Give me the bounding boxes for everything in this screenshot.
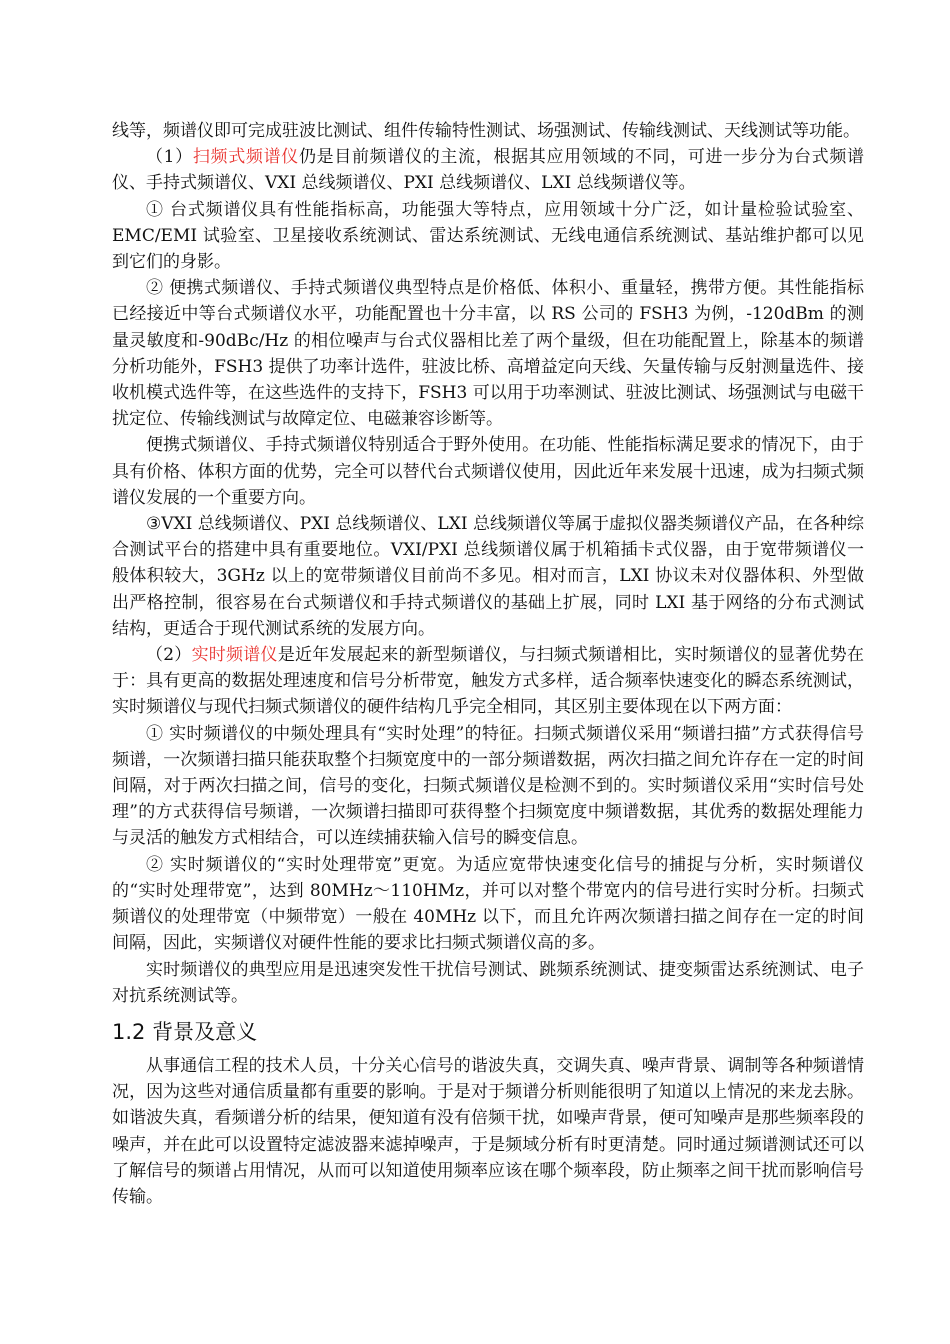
section-heading: 1.2 背景及意义: [112, 1019, 258, 1044]
paragraph-realtime-spectrum-analyzer: [112, 642, 864, 721]
paragraph-benchtop: ① 台式频谱仪具有性能指标高，功能强大等特点，应用领域十分广泛，如计量检验试验室、EMC/EMI 试验室、卫星接收系统测试、雷达系统测试、无线电通信系统测试、基站维护都可以见到它们的身影。: [112, 199, 864, 273]
paragraph-text: 是近年发展起来的新型频谱仪，与扫频式频谱相比，实时频谱仪的显著优势在于：具有更高的数据处理速度和信号分析带宽，触发方式多样，适合频率快速变化的瞬态系统测试，实时频谱仪与现代扫频式频谱仪的硬件结构几乎完全相同，其区别主要体现在以下两方面：: [112, 645, 864, 718]
paragraph-virtual-instruments: ③VXI 总线频谱仪、PXI 总线频谱仪、LXI 总线频谱仪等属于虚拟仪器类频谱仪产品，在各种综合测试平台的搭建中具有重要地位。VXI/PXI 总线频谱仪属于机箱插卡式仪器，由于宽带频谱仪一般体积较大，3GHz 以上的宽带频谱仪目前尚不多见。相对而言，LXI 协议未对仪器体积、外型做出严格控制，很容易在台式频谱仪和手持式频谱仪的基础上扩展，同时 LXI 基于网络的分布式测试结构，更适合于现代测试系统的发展方向。: [112, 514, 864, 639]
list-marker-1: （1）: [146, 147, 193, 168]
term-realtime-spectrum-analyzer: 实时频谱仪: [191, 645, 278, 666]
paragraph-handheld: ② 便携式频谱仪、手持式频谱仪典型特点是价格低、体积小、重量轻，携带方便。其性能指标已经接近中等台式频谱仪水平，功能配置也十分丰富，以 RS 公司的 FSH3 为例，-120dBm 的测量灵敏度和-90dBc/Hz 的相位噪声与台式仪器相比差了两个量级，但在功能配置上，除基本的频谱分析功能外，FSH3 提供了功率计选件，驻波比桥、高增益定向天线、矢量传输与反射测量选件、接收机模式选件等，在这些选件的支持下，FSH3 可以用于功率测试、驻波比测试、场强测试与电磁干扰定位、传输线测试与故障定位、电磁兼容诊断等。: [112, 278, 864, 430]
paragraph-swept-spectrum-analyzer: [112, 144, 864, 196]
paragraph-continuation: 线等，频谱仪即可完成驻波比测试、组件传输特性测试、场强测试、传输线测试、天线测试等功能。: [112, 121, 860, 141]
list-marker-2: （2）: [146, 645, 192, 666]
paragraph-realtime-bandwidth: ② 实时频谱仪的“实时处理带宽”更宽。为适应宽带快速变化信号的捕捉与分析，实时频谱仪的“实时处理带宽”，达到 80MHz～110HMz，并可以对整个带宽内的信号进行实时分析。扫频式频谱仪的处理带宽（中频带宽）一般在 40MHz 以下，而且允许两次频谱扫描之间存在一定的时间间隔，因此，实频谱仪对硬件性能的要求比扫频式频谱仪高的多。: [112, 854, 864, 954]
term-swept-spectrum-analyzer: 扫频式频谱仪: [192, 147, 299, 168]
paragraph-text: 仍是目前频谱仪的主流，根据其应用领域的不同，可进一步分为台式频谱仪、手持式频谱仪、VXI 总线频谱仪、PXI 总线频谱仪、LXI 总线频谱仪等。: [112, 147, 864, 194]
paragraph-realtime-processing: ① 实时频谱仪的中频处理具有“实时处理”的特征。扫频式频谱仪采用“频谱扫描”方式获得信号频谱，一次频谱扫描只能获取整个扫频宽度中的一部分频谱数据，两次扫描之间允许存在一定的时间间隔，对于两次扫描之间，信号的变化，扫频式频谱仪是检测不到的。实时频谱仪采用“实时信号处理”的方式获得信号频谱，一次频谱扫描即可获得整个扫频宽度中频谱数据，其优秀的数据处理能力与灵活的触发方式相结合，可以连续捕获输入信号的瞬变信息。: [112, 723, 864, 849]
paragraph-field-use: 便携式频谱仪、手持式频谱仪特别适合于野外使用。在功能、性能指标满足要求的情况下，由于具有价格、体积方面的优势，完全可以替代台式频谱仪使用，因此近年来发展十迅速，成为扫频式频谱仪发展的一个重要方向。: [112, 435, 864, 508]
paragraph-applications: 实时频谱仪的典型应用是迅速突发性干扰信号测试、跳频系统测试、捷变频雷达系统测试、电子对抗系统测试等。: [112, 959, 864, 1006]
document-body: [112, 118, 864, 1210]
paragraph-background: 从事通信工程的技术人员，十分关心信号的谐波失真，交调失真、噪声背景、调制等各种频谱情况，因为这些对通信质量都有重要的影响。于是对于频谱分析则能很明了知道以上情况的来龙去脉。如谐波失真，看频谱分析的结果，便知道有没有倍频干扰，如噪声背景，便可知噪声是那些频率段的噪声，并在此可以设置特定滤波器来滤掉噪声，于是频域分析有时更清楚。同时通过频谱测试还可以了解信号的频谱占用情况，从而可以知道使用频率应该在哪个频率段，防止频率之间干扰而影响信号传输。: [112, 1055, 864, 1207]
